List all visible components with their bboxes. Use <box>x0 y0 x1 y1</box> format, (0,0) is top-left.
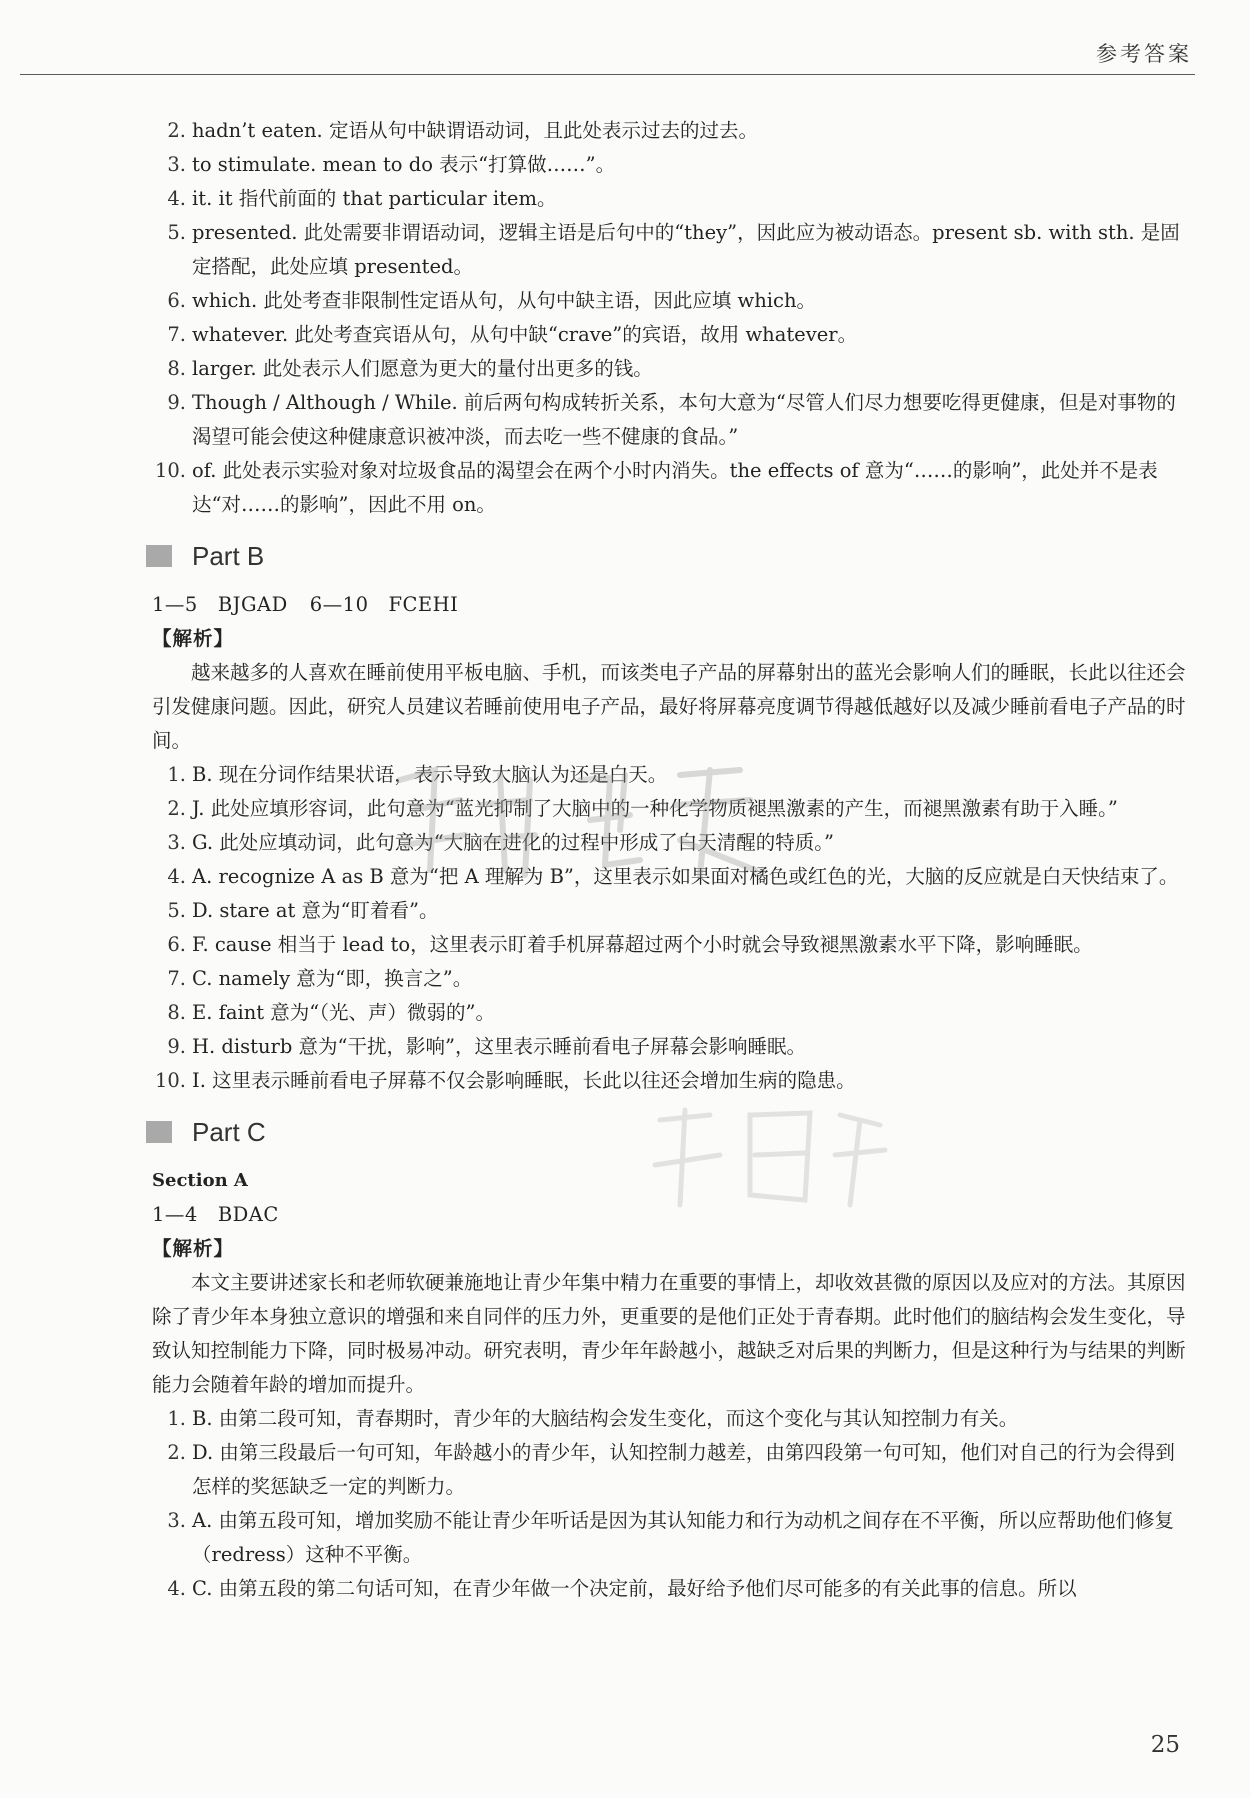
list-item <box>152 1402 1192 1436</box>
item-text: B. 由第二段可知，青春期时，青少年的大脑结构会发生变化，而这个变化与其认知控制力有关。 <box>192 1407 1019 1430</box>
list-item <box>152 352 1192 386</box>
item-number: 6. <box>167 289 186 312</box>
heading-square-icon <box>146 1121 172 1143</box>
item-number: 10. <box>154 459 186 482</box>
item-text: C. 由第五段的第二句话可知，在青少年做一个决定前，最好给予他们尽可能多的有关此事的信息。所以 <box>192 1577 1077 1600</box>
item-number: 8. <box>167 357 186 380</box>
list-item <box>152 454 1192 522</box>
item-text: D. stare at 意为“盯着看”。 <box>192 899 439 922</box>
heading-square-icon <box>146 545 172 567</box>
item-text: hadn’t eaten. 定语从句中缺谓语动词，且此处表示过去的过去。 <box>192 119 758 142</box>
answer-group: 1—5 BJGAD <box>152 593 288 616</box>
item-number: 7. <box>167 323 186 346</box>
list-item <box>152 894 1192 928</box>
list-item <box>152 114 1192 148</box>
item-text: J. 此处应填形容词，此句意为“蓝光抑制了大脑中的一种化学物质褪黑激素的产生，而褪黑激素有助于入睡。” <box>192 797 1118 820</box>
item-number: 9. <box>167 391 186 414</box>
part-b-summary: 越来越多的人喜欢在睡前使用平板电脑、手机，而该类电子产品的屏幕射出的蓝光会影响人们的睡眠，长此以往还会引发健康问题。因此，研究人员建议若睡前使用电子产品，最好将屏幕亮度调节得越低越好以及减少睡前看电子产品的时间。 <box>152 661 1186 752</box>
item-number: 3. <box>167 1509 186 1532</box>
top-items <box>152 114 1192 522</box>
part-c-summary: 本文主要讲述家长和老师软硬兼施地让青少年集中精力在重要的事情上，却收效甚微的原因以及应对的方法。其原因除了青少年本身独立意识的增强和来自同伴的压力外，更重要的是他们正处于青春期。此时他们的脑结构会发生变化，导致认知控制能力下降，同时极易冲动。研究表明，青少年年龄越小，越缺乏对后果的判断力，但是这种行为与结果的判断能力会随着年龄的增加而提升。 <box>152 1271 1186 1396</box>
item-text: C. namely 意为“即，换言之”。 <box>192 967 473 990</box>
item-number: 1. <box>167 1407 186 1430</box>
list-item <box>152 1030 1192 1064</box>
list-item <box>152 148 1192 182</box>
answer-group: 6—10 FCEHI <box>309 593 459 616</box>
list-item <box>152 1064 1192 1098</box>
part-b-items <box>152 758 1192 1098</box>
item-number: 2. <box>167 797 186 820</box>
item-text: E. faint 意为“（光、声）微弱的”。 <box>192 1001 495 1024</box>
item-number: 3. <box>167 153 186 176</box>
part-b-answers <box>152 588 1192 622</box>
list-item <box>152 216 1192 284</box>
item-number: 3. <box>167 831 186 854</box>
list-item <box>152 318 1192 352</box>
item-number: 2. <box>167 1441 186 1464</box>
item-number: 5. <box>167 221 186 244</box>
item-text: it. it 指代前面的 that particular item。 <box>192 187 557 210</box>
list-item <box>152 928 1192 962</box>
list-item <box>152 1436 1192 1504</box>
item-number: 10. <box>154 1069 186 1092</box>
part-b-title: Part B <box>192 541 265 571</box>
list-item <box>152 792 1192 826</box>
item-number: 2. <box>167 119 186 142</box>
header-rule <box>20 74 1195 75</box>
part-b-heading <box>146 534 1192 578</box>
item-text: which. 此处考查非限制性定语从句，从句中缺主语，因此应填 which。 <box>192 289 817 312</box>
item-text: Though / Although / While. 前后两句构成转折关系，本句大意为“尽管人们尽力想要吃得更健康，但是对事物的渴望可能会使这种健康意识被冲淡，而去吃一些不健康的食品。” <box>192 391 1176 448</box>
list-item <box>152 758 1192 792</box>
item-text: larger. 此处表示人们愿意为更大的量付出更多的钱。 <box>192 357 653 380</box>
item-number: 5. <box>167 899 186 922</box>
page-number: 25 <box>1150 1732 1180 1758</box>
analysis-label: 【解析】 <box>152 627 235 650</box>
analysis-label: 【解析】 <box>152 1237 235 1260</box>
item-number: 8. <box>167 1001 186 1024</box>
item-number: 4. <box>167 187 186 210</box>
list-item <box>152 1572 1192 1606</box>
item-text: whatever. 此处考查宾语从句，从句中缺“crave”的宾语，故用 whatever。 <box>192 323 858 346</box>
item-number: 6. <box>167 933 186 956</box>
item-text: F. cause 相当于 lead to，这里表示盯着手机屏幕超过两个小时就会导致褪黑激素水平下降，影响睡眠。 <box>192 933 1093 956</box>
item-text: H. disturb 意为“干扰，影响”，这里表示睡前看电子屏幕会影响睡眠。 <box>192 1035 806 1058</box>
item-number: 4. <box>167 865 186 888</box>
item-text: A. 由第五段可知，增加奖励不能让青少年听话是因为其认知能力和行为动机之间存在不平衡，所以应帮助他们修复（redress）这种不平衡。 <box>192 1509 1174 1566</box>
item-number: 7. <box>167 967 186 990</box>
item-number: 4. <box>167 1577 186 1600</box>
list-item <box>152 182 1192 216</box>
item-text: I. 这里表示睡前看电子屏幕不仅会影响睡眠，长此以往还会增加生病的隐患。 <box>192 1069 856 1092</box>
list-item <box>152 996 1192 1030</box>
part-c-title: Part C <box>192 1117 266 1147</box>
item-text: B. 现在分词作结果状语，表示导致大脑认为还是白天。 <box>192 763 668 786</box>
item-text: G. 此处应填动词，此句意为“大脑在进化的过程中形成了白天清醒的特质。” <box>192 831 834 854</box>
item-number: 1. <box>167 763 186 786</box>
item-text: presented. 此处需要非谓语动词，逻辑主语是后句中的“they”，因此应为被动语态。present sb. with sth. 是固定搭配，此处应填 presented。 <box>192 221 1180 278</box>
list-item <box>152 1504 1192 1572</box>
list-item <box>152 826 1192 860</box>
list-item <box>152 860 1192 894</box>
list-item <box>152 386 1192 454</box>
list-item <box>152 284 1192 318</box>
running-header: 参考答案 <box>1096 42 1192 66</box>
section-label: Section A <box>152 1170 248 1191</box>
part-c-items <box>152 1402 1192 1606</box>
part-c-answers: 1—4 BDAC <box>152 1203 279 1226</box>
part-c-heading <box>146 1110 1192 1154</box>
list-item <box>152 962 1192 996</box>
item-text: A. recognize A as B 意为“把 A 理解为 B”，这里表示如果面对橘色或红色的光，大脑的反应就是白天快结束了。 <box>192 865 1179 888</box>
item-text: to stimulate. mean to do 表示“打算做……”。 <box>192 153 616 176</box>
item-text: of. 此处表示实验对象对垃圾食品的渴望会在两个小时内消失。the effects of 意为“……的影响”，此处并不是表达“对……的影响”，因此不用 on。 <box>192 459 1158 516</box>
answer-content <box>152 114 1192 1606</box>
item-number: 9. <box>167 1035 186 1058</box>
item-text: D. 由第三段最后一句可知，年龄越小的青少年，认知控制力越差，由第四段第一句可知，他们对自己的行为会得到怎样的奖惩缺乏一定的判断力。 <box>192 1441 1175 1498</box>
